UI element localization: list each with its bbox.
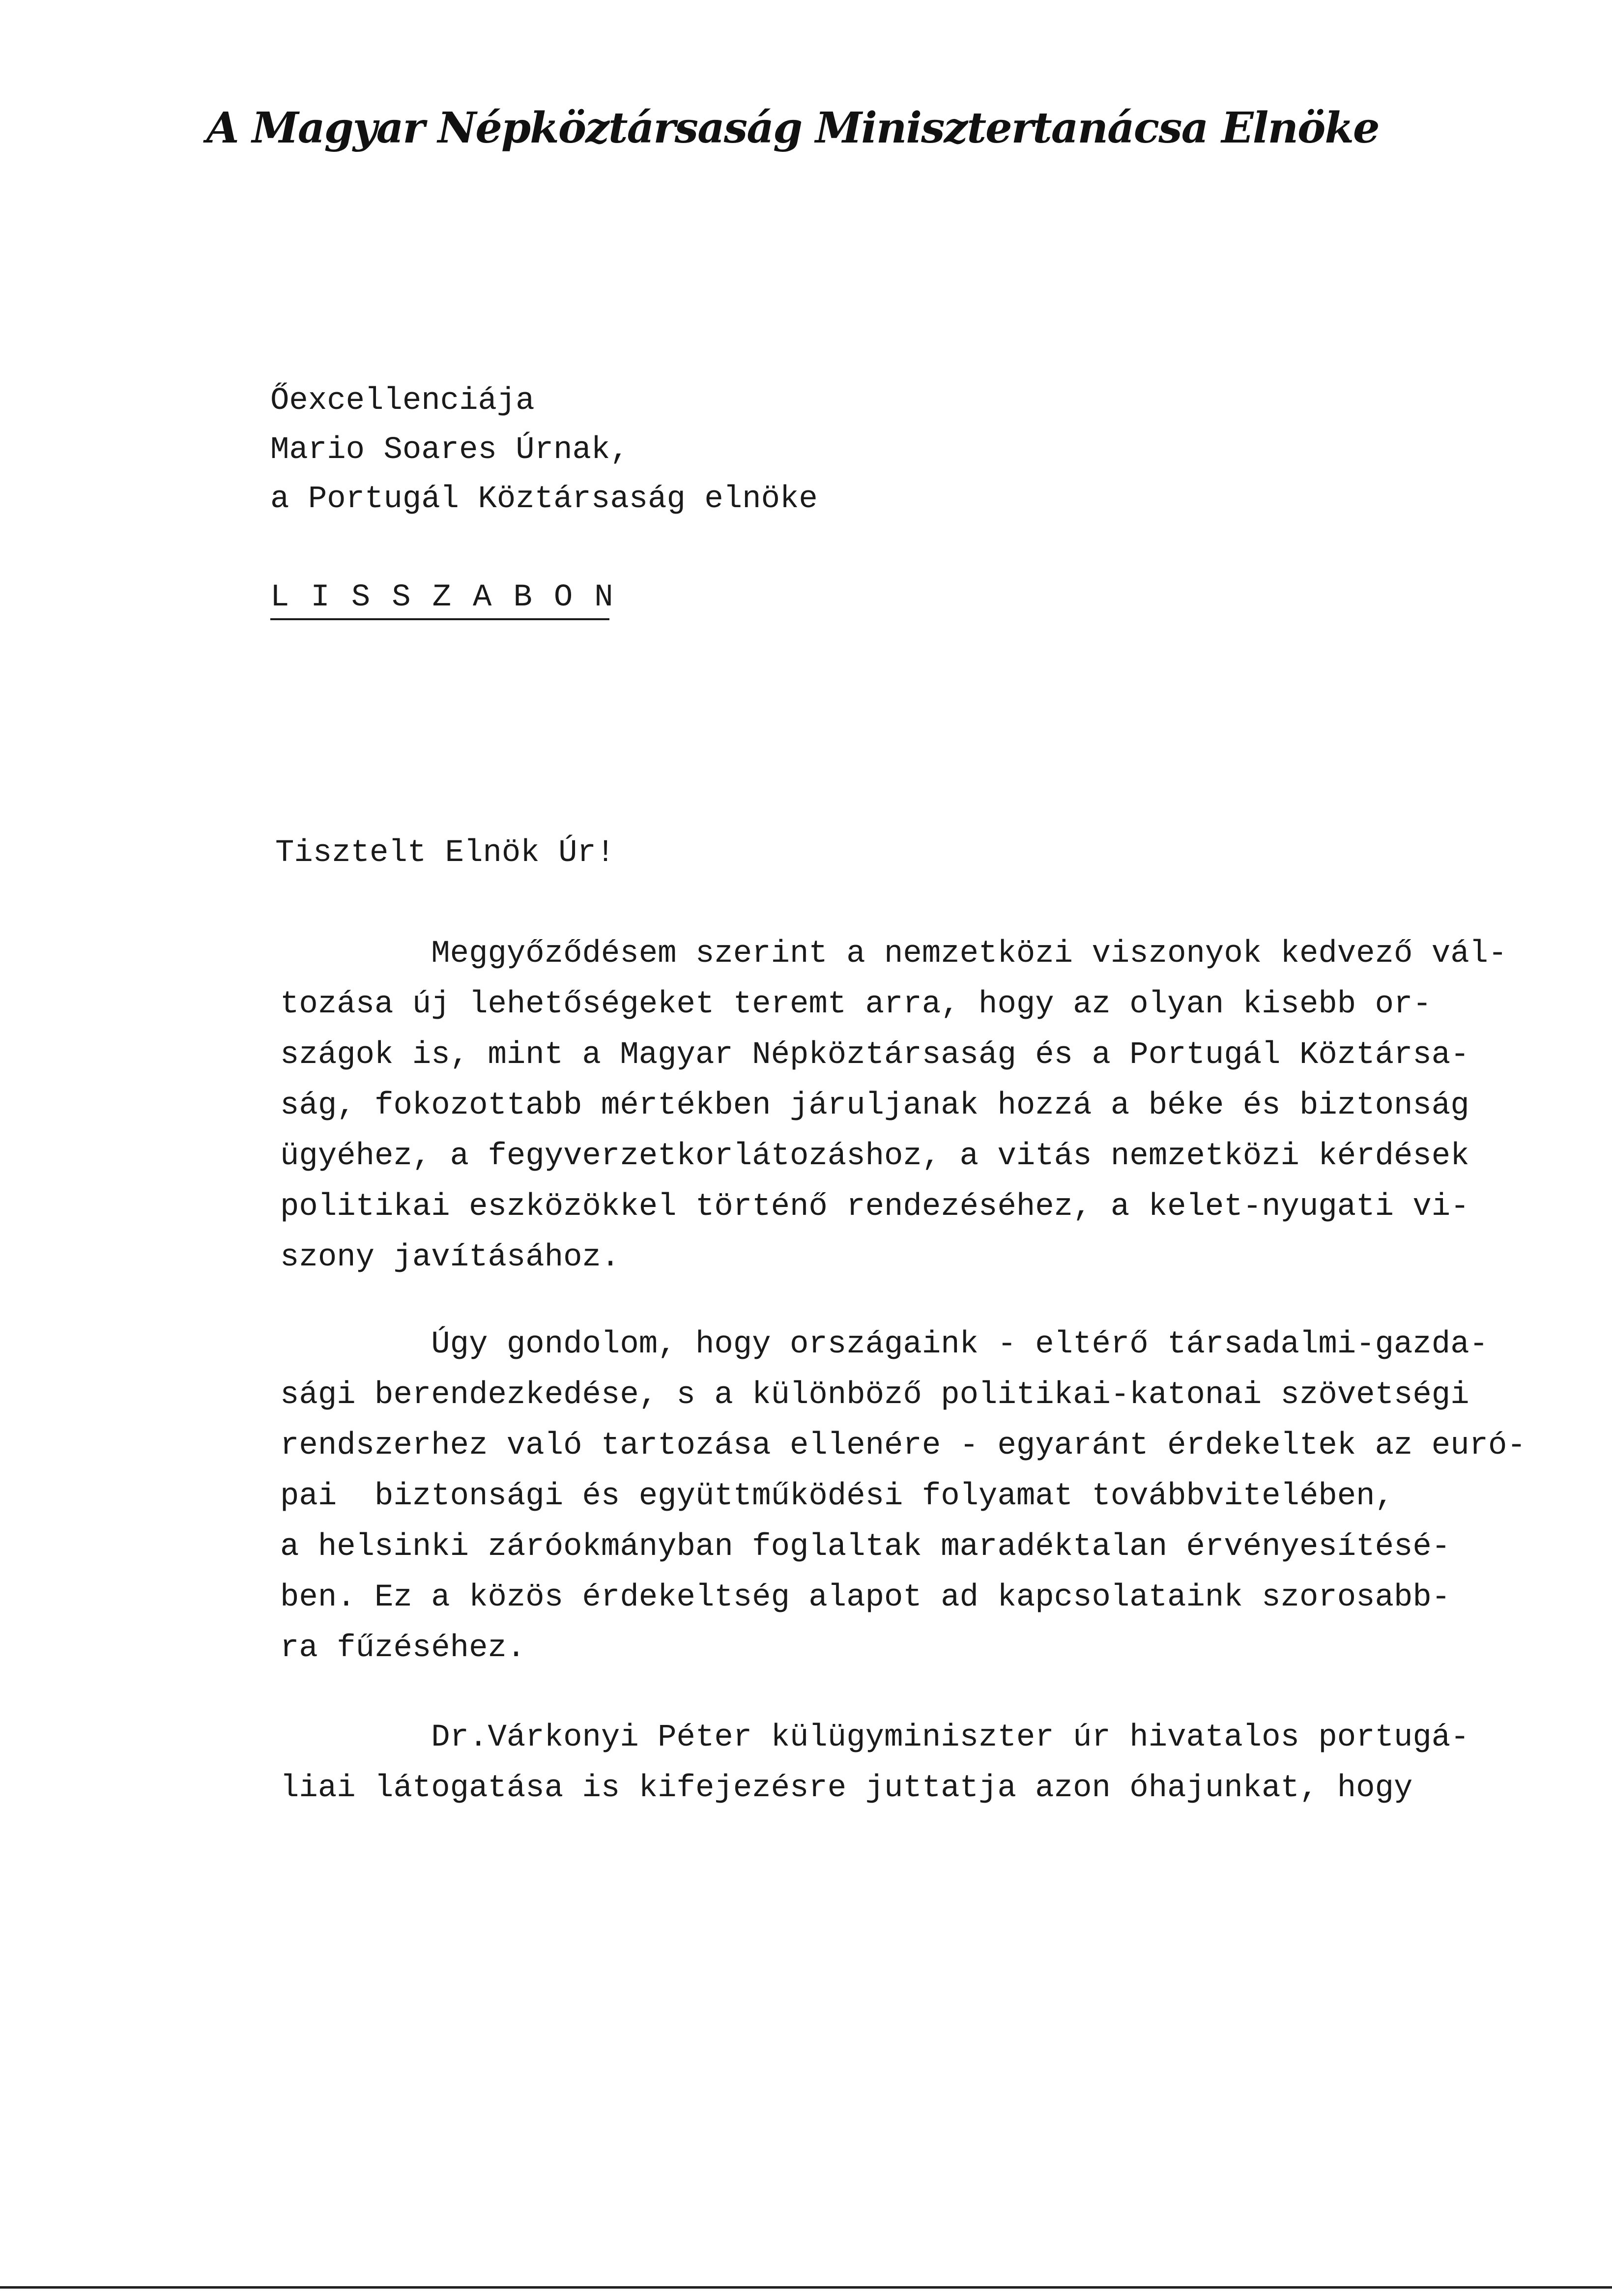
paragraph-2-line: Úgy gondolom, hogy országaink - eltérő társadalmi-gazda- [280, 1327, 1488, 1362]
paragraph-1-line: ügyéhez, a fegyverzetkorlátozáshoz, a vitás nemzetközi kérdések [280, 1139, 1469, 1174]
paragraph-2-line: ra fűzéséhez. [280, 1631, 526, 1666]
paragraph-1-line: ság, fokozottabb mértékben járuljanak hozzá a béke és biztonság [280, 1088, 1469, 1123]
paragraph-3-line: liai látogatása is kifejezésre juttatja azon óhajunkat, hogy [280, 1771, 1413, 1806]
paragraph-3-line: Dr.Várkonyi Péter külügyminiszter úr hivatalos portugá- [280, 1720, 1469, 1755]
paragraph-1-line: szony javításához. [280, 1240, 620, 1275]
paragraph-1-line: Meggyőződésem szerint a nemzetközi viszonyok kedvező vál- [280, 936, 1507, 972]
recipient-office: a Portugál Köztársaság elnöke [270, 482, 818, 517]
paragraph-2-line: rendszerhez való tartozása ellenére - egyaránt érdekeltek az euró- [280, 1428, 1526, 1464]
paragraph-1-line: szágok is, mint a Magyar Népköztársaság és a Portugál Köztársa- [280, 1037, 1469, 1073]
salutation: Tisztelt Elnök Úr! [275, 835, 615, 871]
city-heading: LISSZABON [270, 580, 635, 615]
paragraph-2-line: pai biztonsági és együttműködési folyamat továbbvitelében, [280, 1479, 1394, 1514]
recipient-name: Mario Soares Úrnak, [270, 432, 629, 468]
city-underline [270, 618, 609, 620]
paragraph-1-line: tozása új lehetőségeket teremt arra, hogy az olyan kisebb or- [280, 987, 1432, 1022]
paragraph-2-line: sági berendezkedése, s a különböző politikai-katonai szövetségi [280, 1378, 1469, 1413]
letterhead: A Magyar Népköztársaság Minisztertanácsa Elnöke [206, 103, 1379, 153]
recipient-title: Őexcellenciája [270, 383, 535, 419]
paragraph-2-line: ben. Ez a közös érdekeltség alapot ad kapcsolataink szorosabb- [280, 1580, 1451, 1615]
paragraph-2-line: a helsinki záróokmányban foglaltak maradéktalan érvényesítésé- [280, 1529, 1451, 1565]
bottom-rule [0, 2286, 1612, 2289]
paragraph-1-line: politikai eszközökkel történő rendezéséhez, a kelet-nyugati vi- [280, 1189, 1469, 1225]
